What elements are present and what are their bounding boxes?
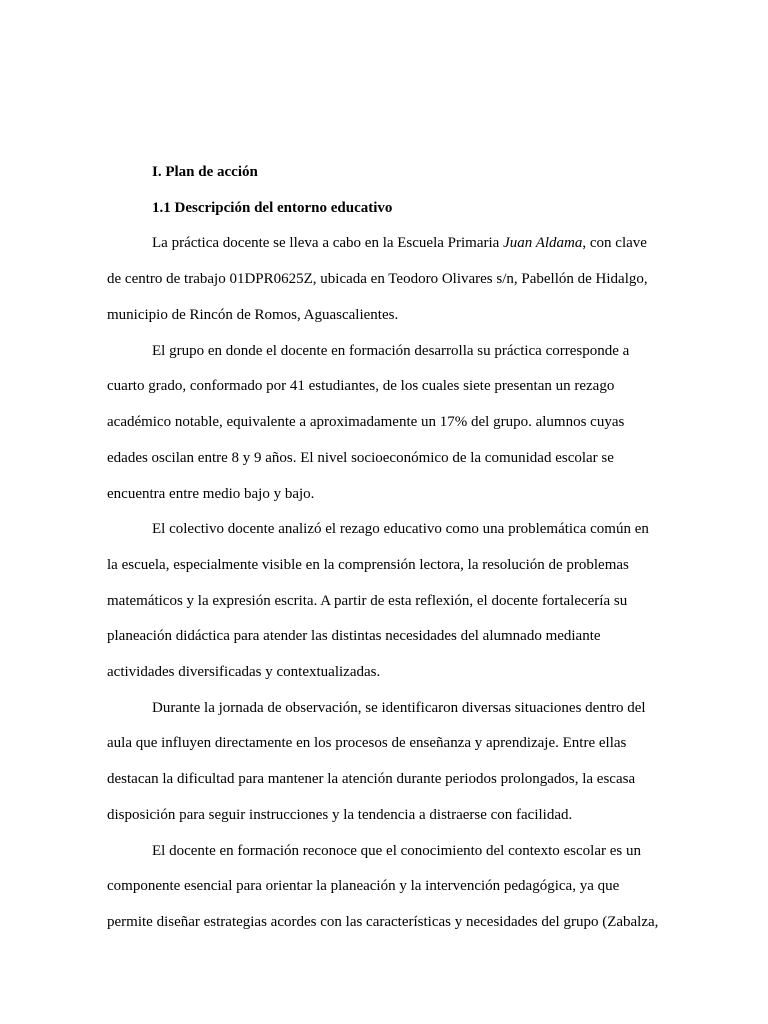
paragraph-4-line-2: aula que influyen directamente en los procesos de enseñanza y aprendizaje. Entre ellas (107, 735, 627, 751)
paragraph-2-line-5: encuentra entre medio bajo y bajo. (107, 486, 315, 502)
subsection-title: 1.1 Descripción del entorno educativo (152, 200, 393, 216)
paragraph-1-line-3: municipio de Rincón de Romos, Aguascalientes. (107, 307, 399, 323)
paragraph-4-line-1: Durante la jornada de observación, se identificaron diversas situaciones dentro del (152, 700, 646, 716)
paragraph-3-line-3: matemáticos y la expresión escrita. A partir de esta reflexión, el docente fortalecería su (107, 593, 628, 609)
paragraph-2-line-1: El grupo en donde el docente en formación desarrolla su práctica corresponde a (152, 343, 630, 359)
paragraph-3-line-5: actividades diversificadas y contextualizadas. (107, 664, 381, 680)
paragraph-4-line-3: destacan la dificultad para mantener la atención durante periodos prolongados, la escasa (107, 771, 636, 787)
paragraph-2-line-3: académico notable, equivalente a aproximadamente un 17% del grupo. alumnos cuyas (107, 414, 625, 430)
paragraph-1-line-1: La práctica docente se lleva a cabo en la Escuela Primaria Juan Aldama, con clave (152, 235, 647, 251)
school-name: Juan Aldama (503, 235, 583, 251)
paragraph-5-line-3: permite diseñar estrategias acordes con las características y necesidades del grupo (Zabalza, (107, 914, 659, 930)
paragraph-3-line-1: El colectivo docente analizó el rezago educativo como una problemática común en (152, 521, 649, 537)
paragraph-2-line-4: edades oscilan entre 8 y 9 años. El nivel socioeconómico de la comunidad escolar se (107, 450, 614, 466)
paragraph-5-line-1: El docente en formación reconoce que el conocimiento del contexto escolar es un (152, 843, 641, 859)
section-title: I. Plan de acción (152, 164, 258, 180)
paragraph-4-line-4: disposición para seguir instrucciones y la tendencia a distraerse con facilidad. (107, 807, 573, 823)
paragraph-1-line-2: de centro de trabajo 01DPR0625Z, ubicada en Teodoro Olivares s/n, Pabellón de Hidalgo, (107, 271, 648, 287)
paragraph-2-line-2: cuarto grado, conformado por 41 estudiantes, de los cuales siete presentan un rezago (107, 378, 615, 394)
paragraph-3-line-4: planeación didáctica para atender las distintas necesidades del alumnado mediante (107, 628, 601, 644)
paragraph-3-line-2: la escuela, especialmente visible en la comprensión lectora, la resolución de problemas (107, 557, 629, 573)
paragraph-5-line-2: componente esencial para orientar la planeación y la intervención pedagógica, ya que (107, 878, 620, 894)
